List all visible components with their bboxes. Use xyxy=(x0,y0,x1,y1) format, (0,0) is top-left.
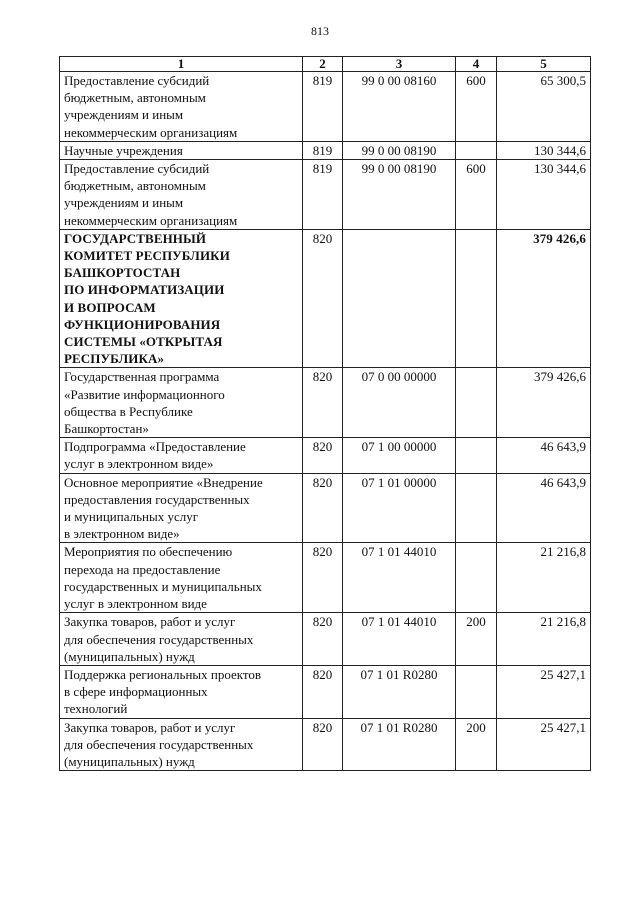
row-description: Закупка товаров, работ и услуг для обеспечения государственных (муниципальных) нужд xyxy=(60,613,303,666)
row-target-article: 07 1 00 00000 xyxy=(343,438,456,473)
row-target-article: 07 1 01 R0280 xyxy=(343,718,456,771)
row-expense-type xyxy=(456,229,497,368)
row-description: Подпрограмма «Предоставление услуг в электронном виде» xyxy=(60,438,303,473)
row-description: Предоставление субсидий бюджетным, автономным учреждениям и иным некоммерческим организациям xyxy=(60,160,303,230)
row-target-article: 07 1 01 R0280 xyxy=(343,665,456,718)
row-expense-type: 600 xyxy=(456,72,497,142)
row-description: Государственная программа «Развитие информационного общества в Республике Башкортостан» xyxy=(60,368,303,438)
budget-table xyxy=(59,56,591,771)
row-description: Научные учреждения xyxy=(60,141,303,159)
table-row xyxy=(60,665,591,718)
header-col-4: 4 xyxy=(456,57,497,72)
row-expense-type: 200 xyxy=(456,718,497,771)
row-expense-type xyxy=(456,141,497,159)
row-department-code: 819 xyxy=(303,141,343,159)
table-row xyxy=(60,229,591,368)
row-amount: 21 216,8 xyxy=(497,613,591,666)
row-department-code: 819 xyxy=(303,72,343,142)
row-expense-type xyxy=(456,438,497,473)
row-description: Поддержка региональных проектов в сфере информационных технологий xyxy=(60,665,303,718)
row-expense-type xyxy=(456,473,497,543)
row-expense-type xyxy=(456,665,497,718)
row-description: Мероприятия по обеспечению перехода на предоставление государственных и муниципальных услуг в электронном виде xyxy=(60,543,303,613)
row-target-article: 07 1 01 44010 xyxy=(343,613,456,666)
table-row xyxy=(60,613,591,666)
row-expense-type: 200 xyxy=(456,613,497,666)
table-row xyxy=(60,141,591,159)
row-amount: 25 427,1 xyxy=(497,718,591,771)
row-description: Предоставление субсидий бюджетным, автономным учреждениям и иным некоммерческим организациям xyxy=(60,72,303,142)
table-row xyxy=(60,718,591,771)
row-amount: 130 344,6 xyxy=(497,160,591,230)
row-department-code: 820 xyxy=(303,665,343,718)
page-number: 813 xyxy=(311,24,329,38)
row-amount: 46 643,9 xyxy=(497,438,591,473)
row-department-code: 820 xyxy=(303,718,343,771)
table-row xyxy=(60,160,591,230)
row-amount: 379 426,6 xyxy=(497,229,591,368)
row-target-article: 07 0 00 00000 xyxy=(343,368,456,438)
row-target-article: 07 1 01 44010 xyxy=(343,543,456,613)
row-department-code: 820 xyxy=(303,613,343,666)
row-department-code: 819 xyxy=(303,160,343,230)
row-description: ГОСУДАРСТВЕННЫЙ КОМИТЕТ РЕСПУБЛИКИ БАШКОРТОСТАН ПО ИНФОРМАТИЗАЦИИ И ВОПРОСАМ ФУНКЦИОНИРОВАНИЯ СИСТЕМЫ «ОТКРЫТАЯ РЕСПУБЛИКА» xyxy=(60,229,303,368)
row-expense-type xyxy=(456,543,497,613)
header-col-2: 2 xyxy=(303,57,343,72)
row-target-article: 99 0 00 08160 xyxy=(343,72,456,142)
row-department-code: 820 xyxy=(303,543,343,613)
table-row xyxy=(60,368,591,438)
row-expense-type: 600 xyxy=(456,160,497,230)
table-row xyxy=(60,72,591,142)
row-department-code: 820 xyxy=(303,229,343,368)
header-row xyxy=(60,57,591,72)
row-target-article xyxy=(343,229,456,368)
header-col-3: 3 xyxy=(343,57,456,72)
row-description: Закупка товаров, работ и услуг для обеспечения государственных (муниципальных) нужд xyxy=(60,718,303,771)
row-target-article: 07 1 01 00000 xyxy=(343,473,456,543)
row-amount: 46 643,9 xyxy=(497,473,591,543)
row-amount: 21 216,8 xyxy=(497,543,591,613)
row-target-article: 99 0 00 08190 xyxy=(343,141,456,159)
row-department-code: 820 xyxy=(303,473,343,543)
row-target-article: 99 0 00 08190 xyxy=(343,160,456,230)
table-row xyxy=(60,543,591,613)
header-col-1: 1 xyxy=(60,57,303,72)
table-row xyxy=(60,438,591,473)
header-col-5: 5 xyxy=(497,57,591,72)
row-description: Основное мероприятие «Внедрение предоставления государственных и муниципальных услуг в электронном виде» xyxy=(60,473,303,543)
row-amount: 379 426,6 xyxy=(497,368,591,438)
row-amount: 25 427,1 xyxy=(497,665,591,718)
table-row xyxy=(60,473,591,543)
row-department-code: 820 xyxy=(303,368,343,438)
row-expense-type xyxy=(456,368,497,438)
row-department-code: 820 xyxy=(303,438,343,473)
row-amount: 130 344,6 xyxy=(497,141,591,159)
row-amount: 65 300,5 xyxy=(497,72,591,142)
